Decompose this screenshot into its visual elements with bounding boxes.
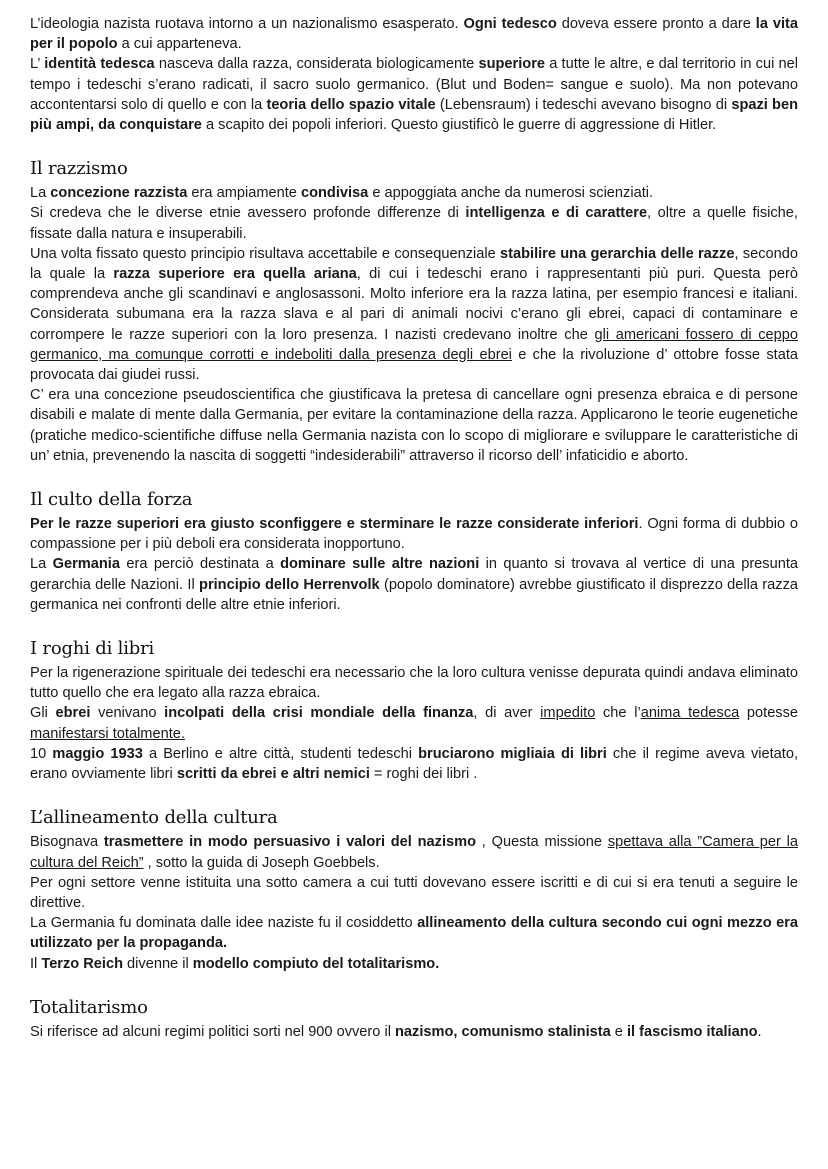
bold-text: incolpati della crisi mondiale della finanza — [164, 705, 474, 722]
text-run: , oltre a quelle fisiche, fissate dalla natura e insuperabili. — [30, 205, 798, 242]
bold-text: intelligenza e di carattere — [465, 205, 648, 222]
text-run: a Berlino e altre città, studenti tedeschi — [142, 745, 419, 762]
text-run: L’ideologia nazista ruotava intorno a un nazionalismo esasperato. — [30, 16, 464, 32]
paragraph — [30, 703, 798, 743]
text-run: potesse — [739, 705, 799, 722]
text-run: venivano — [90, 705, 165, 722]
underlined-text: spettava alla ”Camera per la cultura del Reich” — [30, 834, 798, 871]
paragraph — [30, 873, 798, 913]
text-run: , Questa missione — [476, 834, 608, 851]
bold-text: Terzo Reich — [41, 955, 123, 972]
text-run: La — [30, 556, 53, 573]
text-run: . Ogni forma di dubbio o compassione per i più deboli era considerata inopportuno. — [30, 516, 798, 553]
text-run: L’ — [30, 56, 45, 73]
text-run: era perciò destinata a — [119, 556, 281, 573]
text-run: Bisognava — [30, 834, 104, 851]
text-run: e — [610, 1023, 627, 1040]
text-run: = roghi dei libri . — [369, 766, 478, 783]
text-run: , di aver — [473, 705, 541, 722]
bold-text: il fascismo italiano — [626, 1023, 758, 1040]
text-run: divenne il — [123, 955, 193, 972]
paragraph — [30, 1022, 798, 1042]
bold-text: razza superiore era quella ariana — [113, 266, 357, 283]
text-run: Per ogni settore venne istituita una sotto camera a cui tutti dovevano essere iscritti e di cui si era tenuti a seguire le direttive. — [30, 874, 798, 911]
text-run: La — [30, 185, 51, 202]
text-run: , di cui i tedeschi erano i rappresentanti più puri. Questa però comprendeva anche gli scandinavi e anglosassoni. Molto inferiore era la razza latina, per esempio francesi e italiani. Considerata subumana era la razza slava e al pari di animali nocivi c’erano gli ebrei, capaci di contaminare e corrompere le razze superiori con la loro presenza. I nazisti credevano inoltre che — [30, 266, 799, 343]
text-run: Una volta fissato questo principio risultava accettabile e consequenziale — [30, 245, 501, 262]
paragraph — [30, 203, 798, 243]
text-run: (Lebensraum) i tedeschi avevano bisogno di — [435, 96, 732, 113]
text-run: e che la rivoluzione d’ ottobre fosse stata provocata dai giudei russi. — [30, 346, 798, 384]
text-run: che l’ — [595, 705, 641, 722]
bold-text: Per le razze superiori era giusto sconfiggere e sterminare le razze considerate inferiori — [30, 516, 639, 533]
bold-text: concezione razzista — [50, 185, 188, 202]
bold-text: principio dello Herrenvolk — [199, 576, 380, 593]
bold-text: modello compiuto del totalitarismo. — [192, 955, 440, 972]
underlined-text: impedito — [540, 705, 596, 722]
paragraph — [30, 514, 798, 554]
text-run: a tutte le altre, e dal territorio in cui nel tempo i tedeschi s’erano radicati, il sacro suolo germanico. (Blut und Boden= sangue e suolo). Ma non potevano accontentarsi solo di quello e con la — [30, 56, 798, 113]
section-title: Il culto della forza — [30, 489, 193, 511]
text-run: , secondo la quale la — [30, 245, 798, 283]
bold-text: Germania — [52, 556, 120, 573]
bold-text: Ogni tedesco — [463, 16, 557, 32]
text-run: nasceva dalla razza, considerata biologicamente — [154, 56, 479, 73]
text-run: . — [757, 1023, 762, 1040]
bold-text: condivisa — [300, 185, 369, 202]
bold-text: spazi ben più ampi, da conquistare — [30, 96, 798, 134]
sections-container — [30, 157, 798, 1042]
section-title: I roghi di libri — [30, 638, 155, 660]
text-run: (popolo dominatore) avrebbe giustificato il disprezzo della razza germanica nei confronti delle altre etnie inferiori. — [30, 576, 798, 613]
text-run: doveva essere pronto a dare — [556, 16, 756, 32]
paragraph — [30, 54, 798, 135]
section-title: Totalitarismo — [30, 996, 148, 1018]
section — [30, 637, 798, 784]
bold-text: identità tedesca — [44, 56, 155, 73]
text-run: Si riferisce ad alcuni regimi politici sorti nel 900 ovvero il — [30, 1023, 395, 1040]
text-run: a scapito dei popoli inferiori. Questo giustificò le guerre di aggressione di Hitler. — [201, 117, 717, 134]
text-run: 10 — [30, 745, 53, 762]
bold-text: la vita per il popolo — [30, 16, 798, 53]
bold-text: stabilire una gerarchia delle razze — [500, 245, 735, 262]
text-run: Si credeva che le diverse etnie avessero profonde differenze di — [30, 205, 466, 222]
underlined-text: manifestarsi totalmente. — [30, 725, 185, 742]
bold-text: superiore — [478, 56, 545, 73]
text-run: Il — [30, 955, 42, 972]
section-title: Il razzismo — [30, 158, 128, 180]
underlined-text: gli americani fossero di ceppo germanico, ma comunque corrotti e indeboliti dalla presenza degli ebrei — [30, 326, 799, 363]
text-run: era ampiamente — [187, 185, 301, 202]
bold-text: teoria dello spazio vitale — [266, 96, 436, 113]
section — [30, 157, 798, 466]
bold-text: allineamento della cultura secondo cui ogni mezzo era utilizzato per la propaganda. — [30, 915, 798, 952]
section — [30, 996, 798, 1042]
paragraph — [30, 244, 798, 385]
paragraph — [30, 832, 798, 872]
paragraph — [30, 663, 798, 703]
text-run: Per la rigenerazione spirituale dei tedeschi era necessario che la loro cultura venisse depurata quindi andava eliminato tutto quello che era legato alla razza ebraica. — [30, 665, 798, 702]
bold-text: nazismo, comunismo stalinista — [395, 1023, 611, 1040]
paragraph — [30, 744, 798, 784]
bold-text: dominare sulle altre nazioni — [280, 556, 480, 573]
paragraph — [30, 14, 798, 54]
text-run: e appoggiata anche da numerosi scienziati. — [368, 185, 654, 202]
underlined-text: anima tedesca — [640, 705, 740, 722]
text-run: in quanto si trovava al vertice di una presunta gerarchia delle Nazioni. Il — [30, 556, 798, 593]
text-run: , sotto la guida di Joseph Goebbels. — [143, 854, 380, 871]
text-run: C’ era una concezione pseudoscientifica che giustificava la pretesa di cancellare ogni presenza ebraica e di persone disabili e malate di mente dalla Germania, per evitare la contaminazione della razza. Applicarono le teorie eugenetiche (pratiche medico-scientifiche diffuse nella Germania nazista con lo scopo di migliorare e sviluppare le caratteristiche di un’ etnia, prevenendo la nascita di soggetti “indesiderabili” attraverso il ricorso dell’ infaticidio e aborto. — [30, 387, 798, 464]
text-run: che il regime aveva vietato, erano ovviamente libri — [30, 745, 799, 783]
section — [30, 488, 798, 615]
bold-text: bruciarono migliaia di libri — [418, 745, 607, 762]
paragraph — [30, 954, 798, 974]
paragraph — [30, 385, 798, 466]
section — [30, 806, 798, 973]
bold-text: ebrei — [55, 705, 91, 722]
intro-block — [30, 14, 798, 135]
section-title: L’allineamento della cultura — [30, 807, 278, 829]
bold-text: scritti da ebrei e altri nemici — [176, 766, 370, 783]
bold-text: trasmettere in modo persuasivo i valori del nazismo — [103, 834, 477, 851]
text-run: La Germania fu dominata dalle idee naziste fu il cosiddetto — [30, 915, 418, 932]
paragraph — [30, 554, 798, 615]
paragraph — [30, 183, 798, 203]
text-run: Gli — [30, 705, 56, 722]
paragraph — [30, 913, 798, 953]
bold-text: maggio 1933 — [52, 745, 143, 762]
text-run: a cui apparteneva. — [117, 36, 242, 53]
